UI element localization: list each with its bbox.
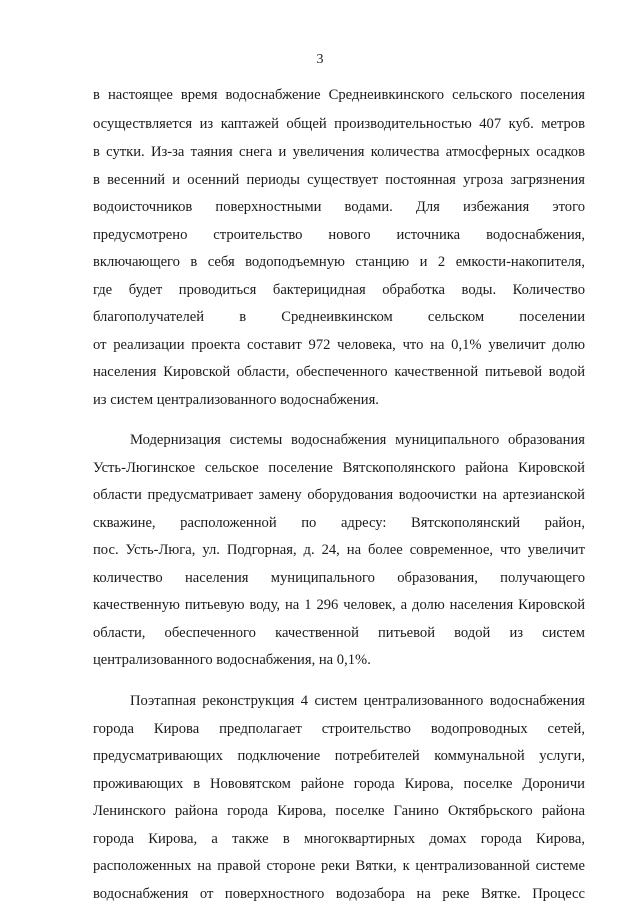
page-number: 3	[316, 52, 324, 67]
text-line: в весенний и осенний периоды существует постоянная угроза загрязнения	[93, 172, 585, 188]
text-line: количество населения муниципального образования, получающего	[93, 570, 585, 586]
text-line: расположенных на правой стороне реки Вятки, к централизованной системе	[93, 858, 585, 874]
text-line: проживающих в Нововятском районе города Кирова, поселке Дороничи	[93, 776, 585, 792]
text-line: области предусматривает замену оборудования водоочистки на артезианской	[93, 487, 585, 503]
text-line: осуществляется из каптажей общей производительностью 407 куб. метров	[93, 116, 585, 132]
text-line: города Кирова предполагает строительство водопроводных сетей,	[93, 721, 585, 737]
text-line: пос. Усть-Люга, ул. Подгорная, д. 24, на более современное, что увеличит	[93, 542, 585, 558]
text-line: предусмотрено строительство нового источника водоснабжения,	[93, 227, 585, 243]
text-line: в сутки. Из-за таяния снега и увеличения количества атмосферных осадков	[93, 144, 585, 160]
text-line: включающего в себя водоподъемную станцию и 2 емкости-накопителя,	[93, 254, 585, 270]
text-line: скважине, расположенной по адресу: Вятскополянский район,	[93, 515, 585, 531]
text-line: водоснабжения от поверхностного водозабора на реке Вятке. Процесс	[93, 886, 585, 902]
text-line: населения Кировской области, обеспеченного качественной питьевой водой	[93, 364, 585, 380]
text-line: Модернизация системы водоснабжения муниципального образования	[130, 432, 585, 448]
text-line: централизованного водоснабжения, на 0,1%.	[93, 652, 371, 668]
text-line: благополучателей в Среднеивкинском сельском поселении	[93, 309, 585, 325]
text-line: от реализации проекта составит 972 человека, что на 0,1% увеличит долю	[93, 337, 585, 353]
text-line: Ленинского района города Кирова, поселке Ганино Октябрьского района	[93, 803, 585, 819]
text-line: в настоящее время водоснабжение Среднеивкинского сельского поселения	[93, 87, 585, 103]
text-line: города Кирова, а также в многоквартирных домах города Кирова,	[93, 831, 585, 847]
text-line: Поэтапная реконструкция 4 систем централизованного водоснабжения	[130, 693, 585, 709]
text-line: области, обеспеченного качественной питьевой водой из систем	[93, 625, 585, 641]
text-line: водоисточников поверхностными водами. Для избежания этого	[93, 199, 585, 215]
text-line: где будет проводиться бактерицидная обработка воды. Количество	[93, 282, 585, 298]
text-line: качественную питьевую воду, на 1 296 человек, а долю населения Кировской	[93, 597, 585, 613]
text-line: из систем централизованного водоснабжения.	[93, 392, 379, 408]
text-line: предусматривающих подключение потребителей коммунальной услуги,	[93, 748, 585, 764]
text-line: Усть-Люгинское сельское поселение Вятскополянского района Кировской	[93, 460, 585, 476]
